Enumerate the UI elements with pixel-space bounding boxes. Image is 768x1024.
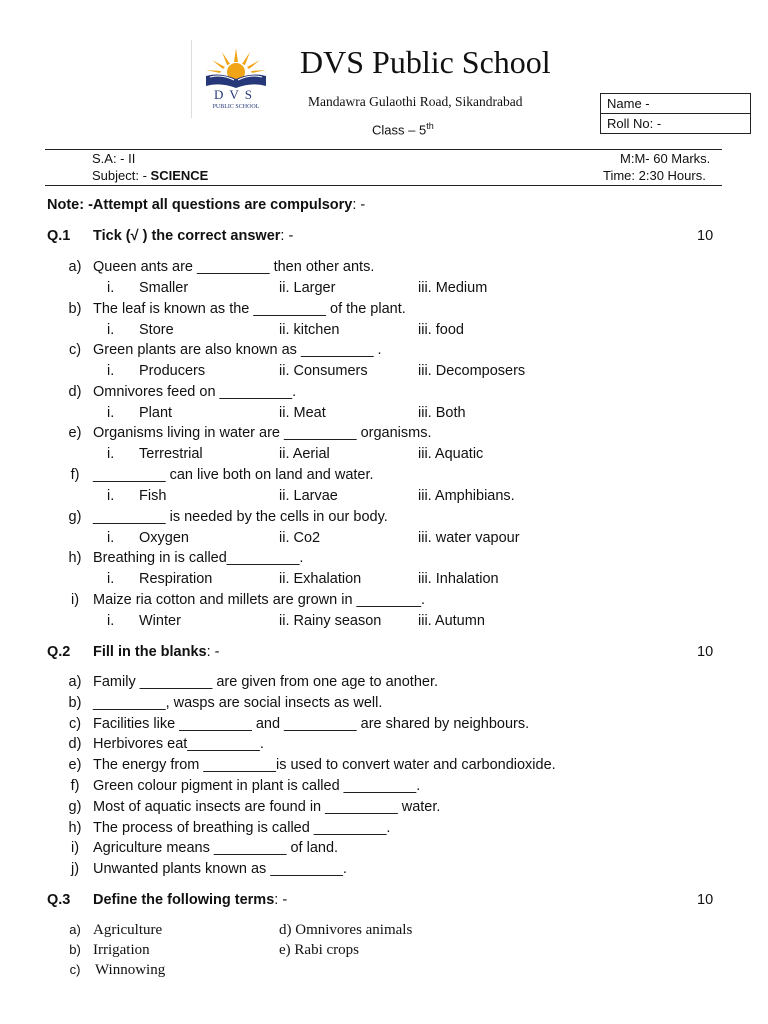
question-text: Omnivores feed on _________. [93,383,297,400]
q1-question-item [64,467,374,483]
option-2[interactable]: ii. Consumers [279,363,368,380]
q2-blank-item [64,778,420,794]
q3-term-item: d) Omnivores animals [279,922,413,938]
roll-number-field[interactable]: Roll No: - [601,113,750,133]
q3-title: Define the following terms: - [93,892,288,908]
question-label: e) [68,757,82,774]
option-3[interactable]: iii. Aquatic [418,446,484,463]
school-name: DVS Public School [300,44,551,80]
question-label: d) [68,736,82,753]
option-3[interactable]: iii. Both [418,404,466,421]
question-label: f) [70,467,80,483]
q3-term-item [64,962,165,979]
note: Note: -Attempt all questions are compulsory: - [47,197,366,213]
header-divider [191,40,192,118]
q1-question-item [64,301,406,317]
question-text: Breathing in is called_________. [93,550,304,567]
question-text: Green plants are also known as _________ . [93,342,382,359]
option-3[interactable]: iii. Decomposers [418,363,526,380]
question-text: Queen ants are _________ then other ants. [93,259,375,275]
option-1[interactable]: Smaller [139,280,189,296]
q1-question-item [64,425,432,441]
question-text: Herbivores eat_________. [93,736,264,753]
question-label: b) [68,694,82,711]
question-label: a) [68,674,82,690]
logo-text: DVS [213,87,259,102]
option-1[interactable]: Plant [139,404,173,421]
name-field[interactable]: Name - [607,96,650,111]
school-address: Mandawra Gulaothi Road, Sikandrabad [308,94,523,109]
option-2[interactable]: ii. Larvae [279,488,338,504]
term-label: b) [69,942,81,957]
option-2[interactable]: ii. Exhalation [279,571,362,588]
q2-blank-item [64,757,556,773]
q2-blank-item [64,736,264,752]
question-label: i) [70,591,80,608]
question-text: _________ can live both on land and water. [93,467,374,483]
term-text: Winnowing [95,962,166,978]
question-text: The energy from _________is used to convert water and carbondioxide. [93,757,556,774]
question-text: Maize ria cotton and millets are grown in ________. [93,591,426,608]
q2-blank-item [64,674,438,690]
option-3[interactable]: iii. food [418,321,464,338]
option-roman-numeral: i. [107,612,115,629]
subject-label: Subject: - SCIENCE [92,168,209,183]
question-label: f) [70,778,80,794]
q2-marks: 10 [697,644,714,660]
option-1[interactable]: Fish [139,488,167,504]
question-text: _________ is needed by the cells in our body. [93,508,388,525]
bottom-rule [45,185,722,186]
option-2[interactable]: ii. Larger [279,280,336,296]
question-label: d) [68,383,82,400]
option-2[interactable]: ii. Meat [279,404,326,421]
exam-label: S.A: - II [92,151,136,166]
max-marks: M:M- 60 Marks. [620,151,711,166]
term-label: a) [69,922,81,937]
option-2[interactable]: ii. Co2 [279,529,321,546]
question-label: e) [68,425,82,442]
class-label: Class – 5th [372,121,434,138]
school-logo [200,46,272,110]
q2-blank-item [64,716,529,732]
q2-blank-item [64,799,440,815]
q1-question-item [64,384,296,400]
q2-blank-item [64,861,347,877]
term-text: Agriculture [93,922,163,938]
q1-question-item [64,342,382,358]
option-roman-numeral: i. [107,529,115,546]
option-roman-numeral: i. [107,571,115,588]
question-label: h) [68,819,82,836]
question-label: a) [68,259,82,275]
q3-marks: 10 [697,892,714,908]
question-text: _________, wasps are social insects as well. [93,694,383,711]
question-text: Unwanted plants known as _________. [93,861,347,878]
question-text: Facilities like _________ and _________ are shared by neighbours. [93,715,530,732]
q1-marks: 10 [697,228,714,244]
question-label: b) [68,300,82,317]
question-text: The process of breathing is called _________. [93,819,391,836]
question-label: i) [70,840,80,857]
option-2[interactable]: ii. Aerial [279,446,330,463]
option-roman-numeral: i. [107,404,115,421]
option-3[interactable]: iii. Amphibians. [418,488,515,504]
question-label: j) [70,861,80,878]
question-label: h) [68,550,82,567]
option-2[interactable]: ii. Rainy season [279,612,382,629]
question-text: Agriculture means _________ of land. [93,840,339,857]
term-label: c) [69,962,81,977]
option-3[interactable]: iii. Inhalation [418,571,499,588]
question-label: c) [68,715,82,732]
q1-question-item [64,592,425,608]
q2-blank-item [64,695,382,711]
option-roman-numeral: i. [107,488,115,504]
q3-term-item [64,942,150,959]
top-rule [45,149,722,150]
term-text: Irrigation [93,942,150,958]
q3-number: Q.3 [47,892,71,908]
question-text: Green colour pigment in plant is called _________. [93,778,421,794]
q1-question-item [64,259,374,275]
student-info-box [600,93,751,134]
option-1[interactable]: Terrestrial [139,446,203,463]
question-label: g) [68,508,82,525]
question-text: Organisms living in water are _________ organisms. [93,425,432,442]
option-1[interactable]: Winter [139,612,181,629]
question-text: Family _________ are given from one age to another. [93,674,439,690]
logo-subtext: PUBLIC SCHOOL [212,104,260,110]
q2-number: Q.2 [47,644,71,660]
q2-blank-item [64,840,338,856]
q3-term-item [64,922,162,939]
q1-number: Q.1 [47,228,71,244]
option-roman-numeral: i. [107,280,115,296]
option-roman-numeral: i. [107,363,115,380]
q1-question-item [64,550,303,566]
q2-title: Fill in the blanks: - [93,644,220,660]
question-label: g) [68,798,82,815]
option-1[interactable]: Respiration [139,571,213,588]
option-1[interactable]: Producers [139,363,206,380]
option-roman-numeral: i. [107,446,115,463]
option-2[interactable]: ii. kitchen [279,321,340,338]
option-3[interactable]: iii. water vapour [418,529,520,546]
option-roman-numeral: i. [107,321,115,338]
question-text: The leaf is known as the _________ of the plant. [93,300,406,317]
q1-title: Tick (√ ) the correct answer: - [93,228,294,244]
option-3[interactable]: iii. Medium [418,280,488,296]
q1-question-item [64,509,388,525]
question-label: c) [68,342,82,359]
q2-blank-item [64,820,390,836]
option-1[interactable]: Store [139,321,174,338]
option-1[interactable]: Oxygen [139,529,189,546]
option-3[interactable]: iii. Autumn [418,612,485,629]
q3-term-item: e) Rabi crops [279,942,359,958]
exam-time: Time: 2:30 Hours. [603,168,706,183]
question-text: Most of aquatic insects are found in _________ water. [93,798,441,815]
